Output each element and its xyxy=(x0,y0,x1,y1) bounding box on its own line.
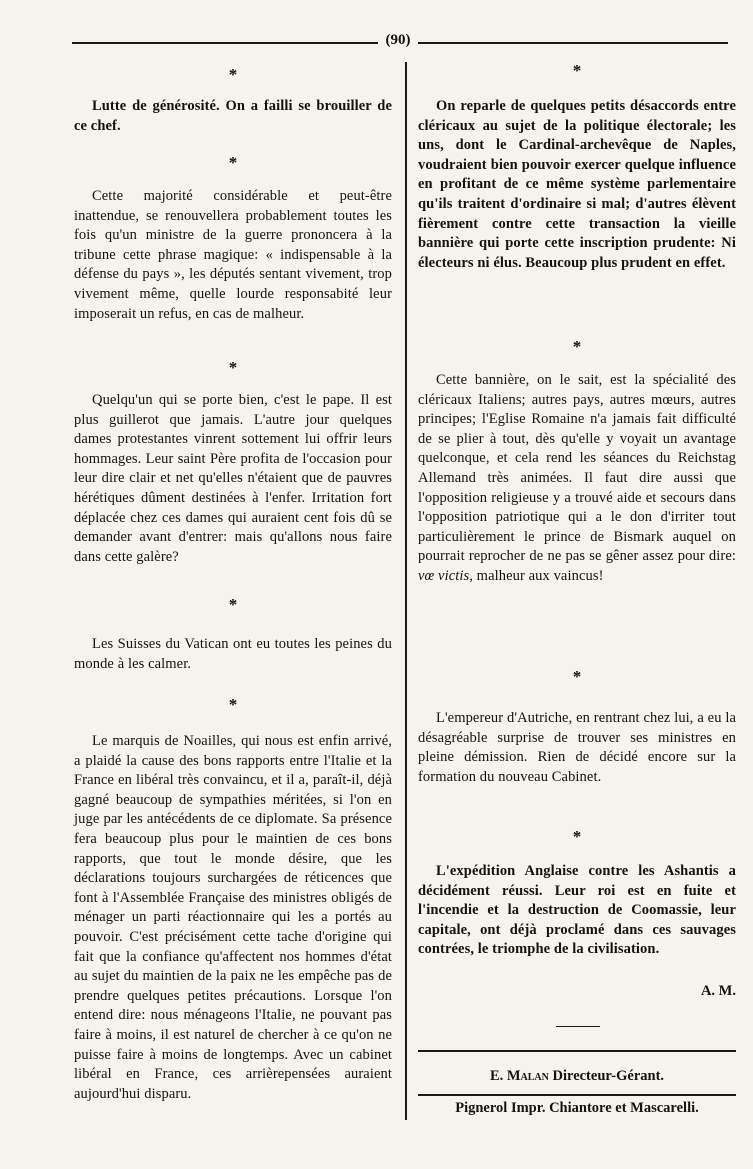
article-paragraph xyxy=(418,371,736,587)
header-rule-right xyxy=(418,42,728,44)
paragraph-text: , malheur aux vaincus! xyxy=(469,567,604,584)
column-divider xyxy=(405,62,407,1120)
article-paragraph: L'empereur d'Autriche, en rentrant chez lui, a eu la désagréable surprise de trouver ses ministres en pleine démission. Rien de décidé encore sur la formation du nouveau Cabinet. xyxy=(418,710,736,785)
separator-star: * xyxy=(228,358,238,377)
director-line xyxy=(418,1068,736,1085)
separator-star: * xyxy=(572,667,582,686)
separator-star: * xyxy=(572,337,582,356)
separator-star: * xyxy=(228,153,238,172)
separator-star: * xyxy=(228,695,238,714)
footer-rule xyxy=(418,1094,736,1096)
article-paragraph: On reparle de quelques petits désaccords entre cléricaux au sujet de la politique électorale; les uns, dont le Cardinal-archevêque de Naples, voudraient bien pouvoir exercer quelque influence en profitant de ce même système parlementaire qu'ils traitent d'ordinaire si mal; d'autres élèvent fièrement contre cette transaction la vieille bannière qui porte cette inscription prudente: Ni électeurs ni élus. Beaucoup plus prudent en effet. xyxy=(418,98,736,271)
short-rule xyxy=(556,1026,600,1027)
italic-phrase: vœ victis xyxy=(418,567,470,584)
director-initial: E. xyxy=(489,1068,507,1084)
director-title: Directeur-Gérant. xyxy=(548,1068,665,1084)
director-name: Malan xyxy=(506,1068,549,1084)
article-paragraph: L'expédition Anglaise contre les Ashantis a décidément réussi. Leur roi est en fuite et l'incendie et la destruction de Coomassie, leur capitale, ont déjà proclamé dans ces sauvages contrées, le triomphe de la civilisation. xyxy=(418,863,736,958)
article-paragraph: Quelqu'un qui se porte bien, c'est le pape. Il est plus guillerot que jamais. L'autre jour quelques dames protestantes vinrent sottement lui offrir leurs hommages. Leur saint Père profita de l'occasion pour leur dire clair et net qu'elles n'étaient que de pauvres hérétiques dûment destinées à l'enfer. Irritation fort déplacée chez ces dames qui auraient cent fois dû se demander avant d'entrer: mais qu'allons nous faire dans cette galère? xyxy=(74,392,392,565)
separator-star: * xyxy=(228,595,238,614)
article-paragraph: Les Suisses du Vatican ont eu toutes les peines du monde à les calmer. xyxy=(74,636,392,672)
separator-star: * xyxy=(228,65,238,84)
article-paragraph: Le marquis de Noailles, qui nous est enfin arrivé, a plaidé la cause des bons rapports entre l'Italie et la France en libéral très convaincu, et il a, paraît-il, déjà gagné beaucoup de sympathies méritées, si l'on en juge par les antécédents de ce diplomate. Sa présence fera beaucoup plus pour le maintien de ces bons rapports, que tout le monde désire, que les déclarations toujours surchargées de réticences que font à l'Assemblée Française des ministres obligés de ménager un parti réactionnaire qui les a portés au pouvoir. C'est précisément cette tache d'origine qui fait que la confiance qu'affectent nos hommes d'état au sujet du maintien de la paix ne les empêche pas de prendre quelques petites précautions. Lorsque l'on entend dire: nous ménageons l'Italie, ne pouvant pas faire à moins, il est naturel de chercher à ce qu'on ne puisse faire à moins de longtemps. Avec un cabinet libéral en France, ces arrièrepensées auraient aujourd'hui disparu. xyxy=(74,733,392,1102)
article-paragraph: Cette majorité considérable et peut-être inattendue, se renouvellera probablement toutes les fois qu'un ministre de la guerre prononcera à la tribune cette phrase magique: « indispensable à la défense du pays », les députés sentant vivement, trop vivement même, quelle lourde responsabité leur imposerait un refus, en cas de malheur. xyxy=(74,188,392,322)
separator-star: * xyxy=(572,61,582,80)
footer-rule xyxy=(418,1050,736,1052)
article-paragraph: Lutte de générosité. On a failli se brouiller de ce chef. xyxy=(74,98,392,134)
page-number: (90) xyxy=(385,32,411,48)
page-header xyxy=(72,30,728,52)
separator-star: * xyxy=(572,827,582,846)
printer-line: Pignerol Impr. Chiantore et Mascarelli. xyxy=(455,1100,699,1116)
paragraph-text: Cette bannière, on le sait, est la spécialité des cléricaux Italiens; autres pays, autres mœurs, autres principes; l'Eglise Romaine n'a jamais fait difficulté de se plier à tout, dès qu'elle y voyait un avantage quelconque, et cela rend les séances du Reichstag Allemand très animées. Il faut dire aussi que l'opposition religieuse y a trouvé aide et secours dans l'opposition patriotique qui a le don d'irriter tout particulièrement le prince de Bismark auquel on pourrait reprocher de ne pas se gêner assez pour dire: xyxy=(418,372,736,565)
header-rule-left xyxy=(72,42,378,44)
author-signature: A. M. xyxy=(700,983,736,999)
